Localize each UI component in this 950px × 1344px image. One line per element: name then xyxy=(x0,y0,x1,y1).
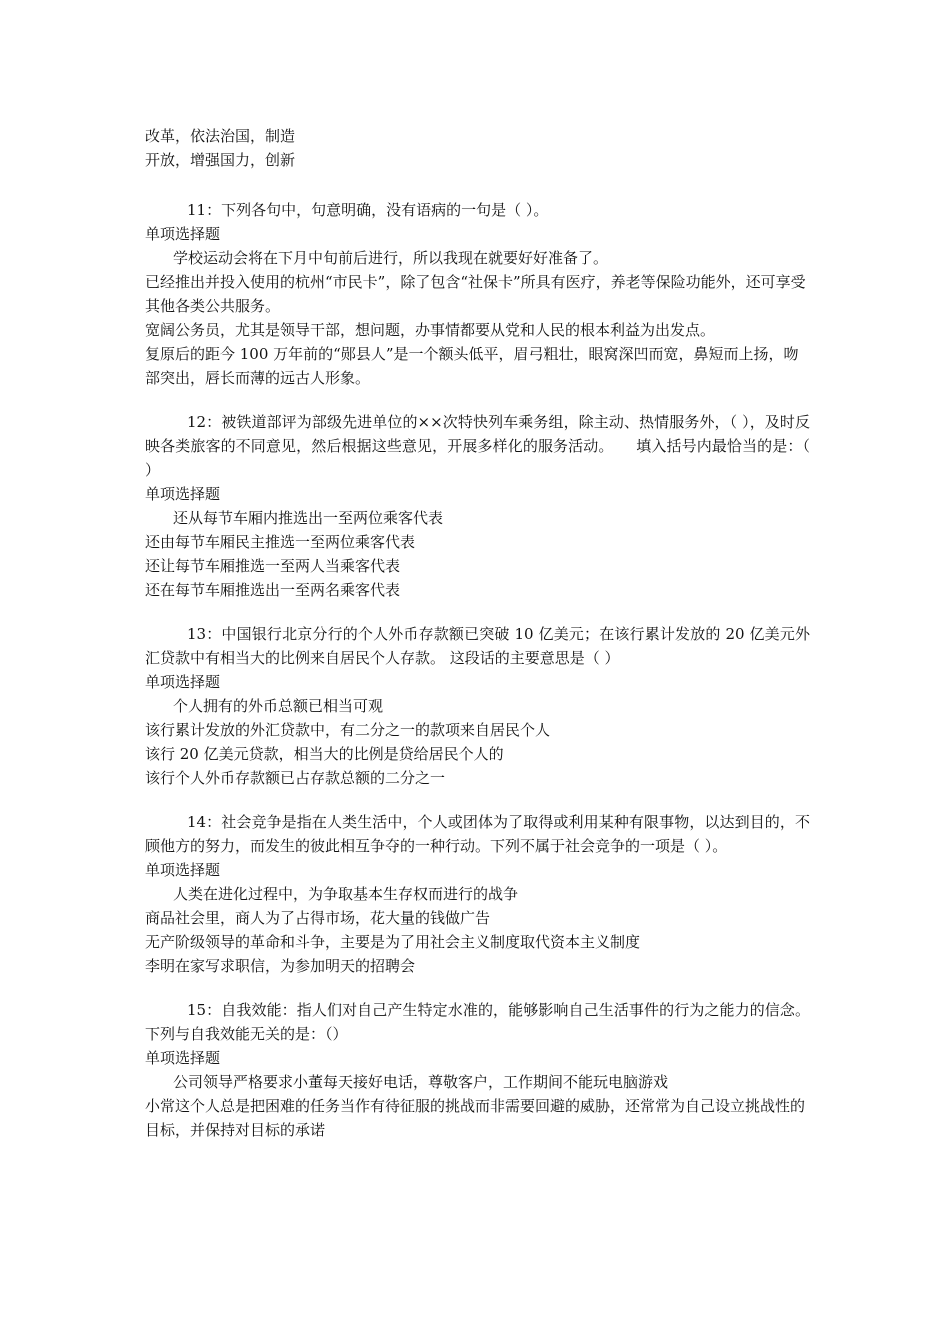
question-type: 单项选择题 xyxy=(145,225,221,243)
question-15 xyxy=(145,998,810,1142)
option-c: 还让每节车厢推选一至两人当乘客代表 xyxy=(145,557,401,575)
option-a: 公司领导严格要求小董每天接好电话，尊敬客户，工作期间不能玩电脑游戏 xyxy=(173,1073,669,1091)
option-b: 该行累计发放的外汇贷款中，有二分之一的款项来自居民个人 xyxy=(145,721,551,739)
intro-line: 改革，依法治国，制造 xyxy=(145,127,296,145)
question-type: 单项选择题 xyxy=(145,861,221,879)
question-text: 13：中国银行北京分行的个人外币存款额已突破 10 亿美元；在该行累计发放的 20 亿美元外汇贷款中有相当大的比例来自居民个人存款。 这段话的主要意思是（ ） xyxy=(145,625,810,667)
option-a: 个人拥有的外币总额已相当可观 xyxy=(173,697,384,715)
option-d: 李明在家写求职信，为参加明天的招聘会 xyxy=(145,957,416,975)
question-text: 11：下列各句中，句意明确，没有语病的一句是（ ）。 xyxy=(187,201,549,219)
option-b: 还由每节车厢民主推选一至两位乘客代表 xyxy=(145,533,416,551)
option-b: 已经推出并投入使用的杭州“市民卡”，除了包含“社保卡”所具有医疗，养老等保险功能外，还可享受其他各类公共服务。 xyxy=(145,273,806,315)
option-d: 复原后的距今 100 万年前的“郧县人”是一个额头低平，眉弓粗壮，眼窝深凹而宽，鼻短而上扬，吻部突出，唇长而薄的远古人形象。 xyxy=(145,345,799,387)
question-13 xyxy=(145,622,810,790)
option-b: 小常这个人总是把困难的任务当作有待征服的挑战而非需要回避的威胁，还常常为自己设立挑战性的目标，并保持对目标的承诺 xyxy=(145,1097,806,1139)
question-type: 单项选择题 xyxy=(145,1049,221,1067)
intro-line: 开放，增强国力，创新 xyxy=(145,151,296,169)
question-12 xyxy=(145,410,810,602)
option-a: 还从每节车厢内推选出一至两位乘客代表 xyxy=(173,509,444,527)
question-text: 15：自我效能：指人们对自己产生特定水准的，能够影响自己生活事件的行为之能力的信念。下列与自我效能无关的是：（） xyxy=(145,1001,810,1043)
question-type: 单项选择题 xyxy=(145,673,221,691)
question-text: 12：被铁道部评为部级先进单位的××次特快列车乘务组，除主动、热情服务外，（ ），及时反映各类旅客的不同意见，然后根据这些意见，开展多样化的服务活动。 填入括号内最恰当的是：（ ） xyxy=(145,413,810,479)
option-c: 无产阶级领导的革命和斗争，主要是为了用社会主义制度取代资本主义制度 xyxy=(145,933,641,951)
intro-block xyxy=(145,124,810,172)
question-text: 14：社会竞争是指在人类生活中，个人或团体为了取得或利用某种有限事物，以达到目的，不顾他方的努力，而发生的彼此相互争夺的一种行动。下列不属于社会竞争的一项是（ ）。 xyxy=(145,813,810,855)
option-d: 还在每节车厢推选出一至两名乘客代表 xyxy=(145,581,401,599)
option-a: 人类在进化过程中，为争取基本生存权而进行的战争 xyxy=(173,885,519,903)
question-11 xyxy=(145,198,810,390)
option-c: 宽阔公务员，尤其是领导干部，想问题，办事情都要从党和人民的根本利益为出发点。 xyxy=(145,321,716,339)
option-a: 学校运动会将在下月中旬前后进行，所以我现在就要好好准备了。 xyxy=(173,249,609,267)
document-page xyxy=(145,124,810,1142)
option-c: 该行 20 亿美元贷款，相当大的比例是贷给居民个人的 xyxy=(145,745,504,763)
question-14 xyxy=(145,810,810,978)
question-type: 单项选择题 xyxy=(145,485,221,503)
option-d: 该行个人外币存款额已占存款总额的二分之一 xyxy=(145,769,446,787)
option-b: 商品社会里，商人为了占得市场，花大量的钱做广告 xyxy=(145,909,491,927)
